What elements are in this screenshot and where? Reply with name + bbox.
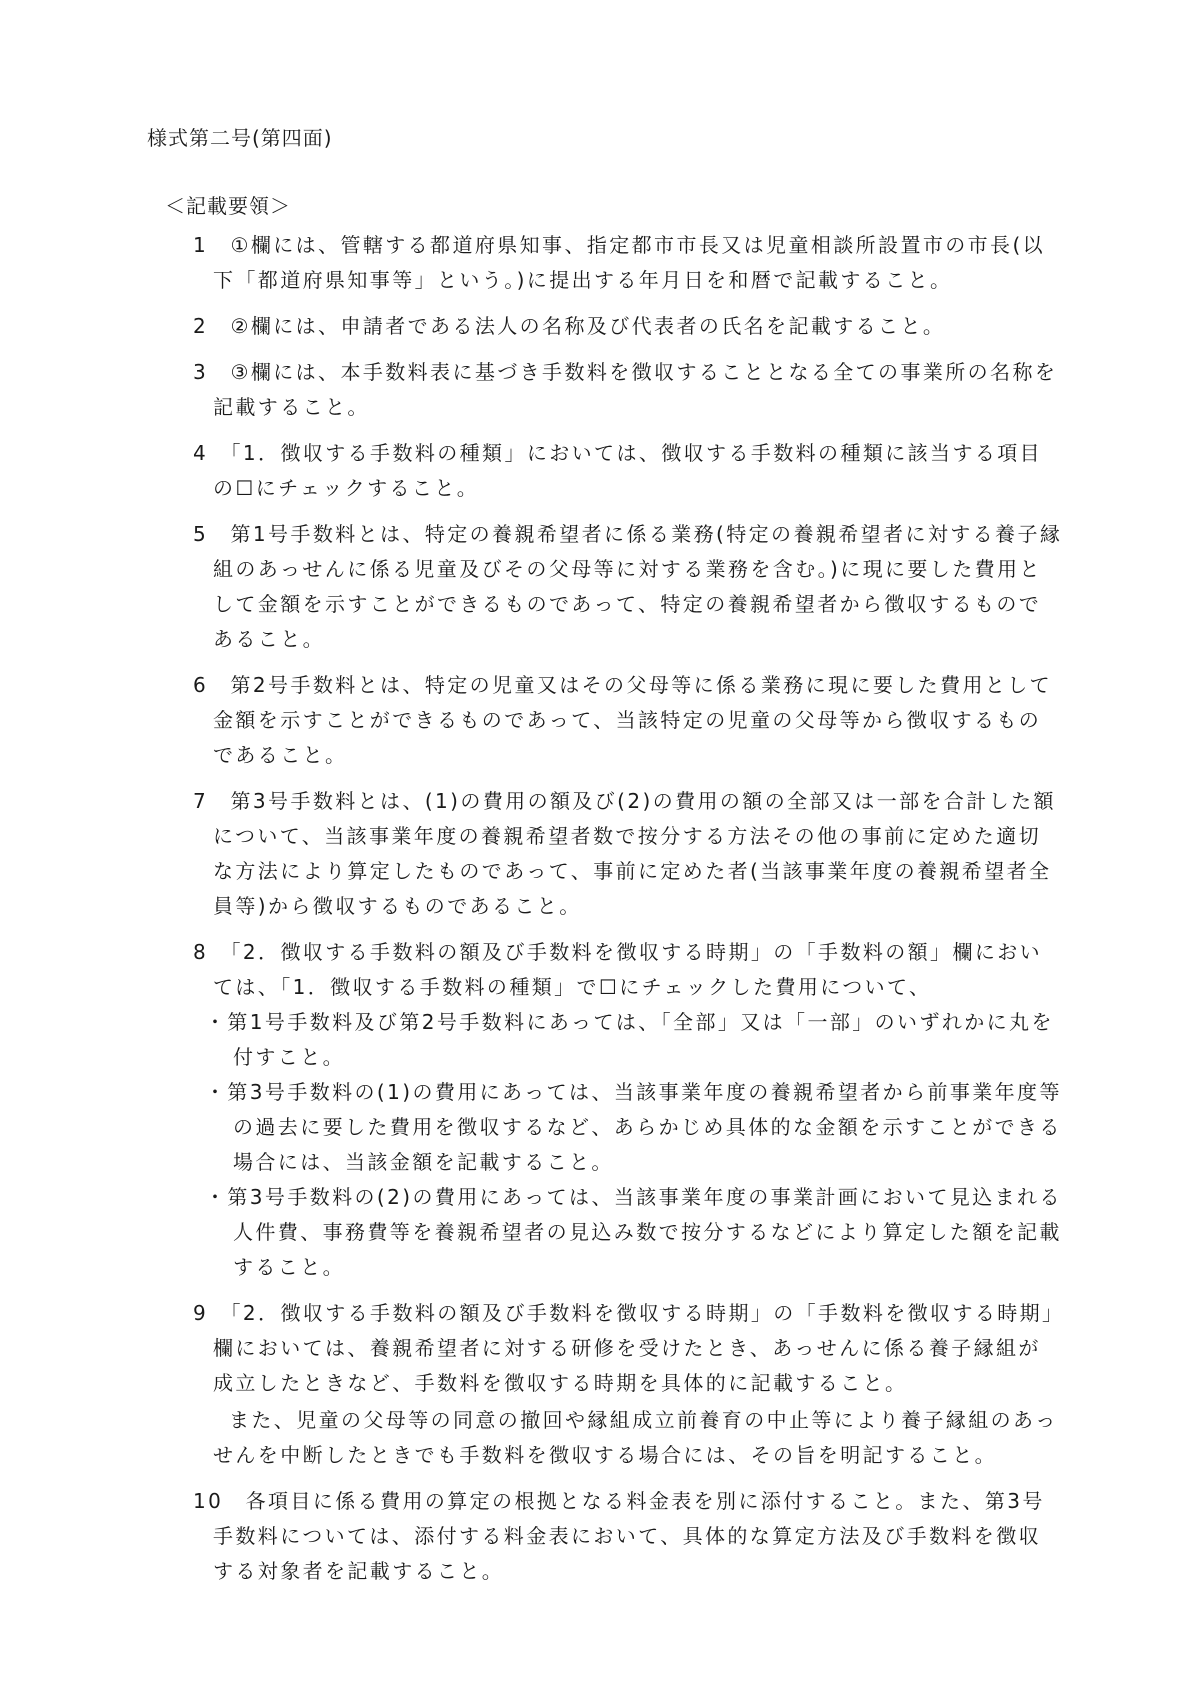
instruction-text: 7 第3号手数料とは、(1)の費用の額及び(2)の費用の額の全部又は一部を合計した額について、当該事業年度の養親希望者数で按分する方法その他の事前に定めた適切な方法により算定したものであって、事前に定めた者(当該事業年度の養親希望者全員等)から徴収するものであること。: [193, 789, 1056, 918]
instruction-item-6: [193, 668, 1063, 773]
form-title: 様式第二号(第四面): [147, 126, 333, 150]
instruction-item-5: [193, 517, 1063, 657]
instruction-item-10: [193, 1484, 1063, 1589]
instruction-continuation: また、児童の父母等の同意の撤回や縁組成立前養育の中止等により養子縁組のあっせんを中断したときでも手数料を徴収する場合には、その旨を明記すること。: [213, 1408, 1058, 1467]
instruction-text: 5 第1号手数料とは、特定の養親希望者に係る業務(特定の養親希望者に対する養子縁組のあっせんに係る児童及びその父母等に対する業務を含む。)に現に要した費用として金額を示すことができるものであって、特定の養親希望者から徴収するものであること。: [193, 522, 1063, 651]
bullet-item: ・第3号手数料の(2)の費用にあっては、当該事業年度の事業計画において見込まれる人件費、事務費等を養親希望者の見込み数で按分するなどにより算定した額を記載すること。: [205, 1185, 1062, 1279]
instruction-text: 3 ③欄には、本手数料表に基づき手数料を徴収することとなる全ての事業所の名称を記載すること。: [193, 360, 1058, 419]
instruction-item-3: [193, 355, 1063, 425]
instruction-text: 8 「2．徴収する手数料の額及び手数料を徴収する時期」の「手数料の額」欄においては、「1．徴収する手数料の種類」で☐にチェックした費用について、: [193, 940, 1043, 999]
instruction-text: 2 ②欄には、申請者である法人の名称及び代表者の氏名を記載すること。: [193, 314, 946, 338]
instruction-item-7: [193, 784, 1063, 924]
instruction-text: 4 「1．徴収する手数料の種類」においては、徴収する手数料の種類に該当する項目の☐にチェックすること。: [193, 441, 1043, 500]
instruction-item-2: [193, 309, 1063, 344]
instruction-item-4: [193, 436, 1063, 506]
instruction-text: 10 各項目に係る費用の算定の根拠となる料金表を別に添付すること。また、第3号手数料については、添付する料金表において、具体的な算定方法及び手数料を徴収する対象者を記載すること。: [193, 1489, 1045, 1583]
instruction-item-1: [193, 228, 1063, 298]
instruction-text: 6 第2号手数料とは、特定の児童又はその父母等に係る業務に現に要した費用として金額を示すことができるものであって、当該特定の児童の父母等から徴収するものであること。: [193, 673, 1053, 767]
instruction-list: [193, 228, 1063, 1600]
instruction-text: 9 「2．徴収する手数料の額及び手数料を徴収する時期」の「手数料を徴収する時期」欄においては、養親希望者に対する研修を受けたとき、あっせんに係る養子縁組が成立したときなど、手数料を徴収する時期を具体的に記載すること。: [193, 1301, 1055, 1395]
bullet-item: ・第1号手数料及び第2号手数料にあっては、「全部」又は「一部」のいずれかに丸を付すこと。: [205, 1010, 1054, 1069]
instruction-text: 1 ①欄には、管轄する都道府県知事、指定都市市長又は児童相談所設置市の市長(以下「都道府県知事等」という。)に提出する年月日を和暦で記載すること。: [193, 233, 1046, 292]
instruction-item-9: [193, 1296, 1063, 1473]
section-heading: ＜記載要領＞: [165, 194, 291, 218]
instruction-item-8: [193, 935, 1063, 1285]
bullet-item: ・第3号手数料の(1)の費用にあっては、当該事業年度の養親希望者から前事業年度等の過去に要した費用を徴収するなど、あらかじめ具体的な金額を示すことができる場合には、当該金額を記載すること。: [205, 1080, 1062, 1174]
